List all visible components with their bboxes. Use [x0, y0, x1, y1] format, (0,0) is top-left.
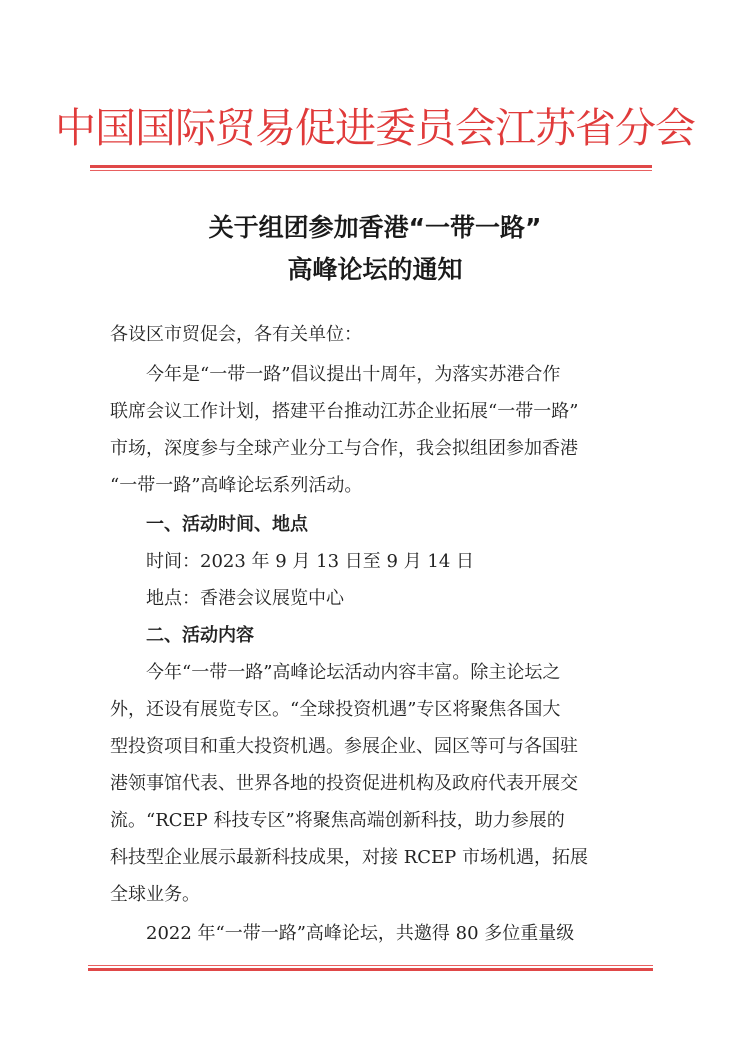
paragraph-line: 型投资项目和重大投资机遇。参展企业、园区等可与各国驻 [110, 736, 578, 757]
paragraph-line: “一带一路”高峰论坛系列活动。 [110, 475, 363, 496]
section-heading-2: 二、活动内容 [146, 625, 254, 646]
letterhead-rule-thick [90, 165, 652, 168]
paragraph-line: 流。“RCEP 科技专区”将聚焦高端创新科技，助力参展的 [110, 810, 565, 831]
paragraph-line: 全球业务。 [110, 884, 200, 905]
document-title [0, 207, 750, 291]
paragraph-line: 联席会议工作计划，搭建平台推动江苏企业拓展“一带一路” [110, 401, 579, 422]
title-line-2: 高峰论坛的通知 [287, 255, 463, 284]
paragraph-line: 外，还设有展览专区。“全球投资机遇”专区将聚焦各国大 [110, 699, 561, 720]
paragraph-line: 今年“一带一路”高峰论坛活动内容丰富。除主论坛之 [146, 662, 561, 683]
footer-rule-thick [88, 968, 653, 971]
footer-rule-thin [88, 965, 653, 966]
footer-red-rule [88, 965, 653, 971]
letterhead-rule-thin [90, 170, 652, 171]
paragraph-line: 今年是“一带一路”倡议提出十周年，为落实苏港合作 [146, 364, 561, 385]
section-heading-1: 一、活动时间、地点 [146, 514, 308, 535]
event-time: 时间：2023 年 9 月 13 日至 9 月 14 日 [146, 551, 475, 572]
salutation: 各设区市贸促会，各有关单位： [110, 324, 362, 345]
paragraph-line: 市场，深度参与全球产业分工与合作，我会拟组团参加香港 [110, 438, 578, 459]
paragraph-line: 2022 年“一带一路”高峰论坛，共邀得 80 多位重量级 [146, 923, 575, 944]
paragraph-line: 港领事馆代表、世界各地的投资促进机构及政府代表开展交 [110, 773, 578, 794]
event-place: 地点：香港会议展览中心 [146, 588, 344, 609]
letterhead-red-rule [90, 165, 652, 171]
letterhead-title: 中国国际贸易促进委员会江苏省分会 [55, 104, 695, 152]
paragraph-line: 科技型企业展示最新科技成果，对接 RCEP 市场机遇，拓展 [110, 847, 589, 868]
title-line-1: 关于组团参加香港“一带一路” [208, 213, 542, 242]
